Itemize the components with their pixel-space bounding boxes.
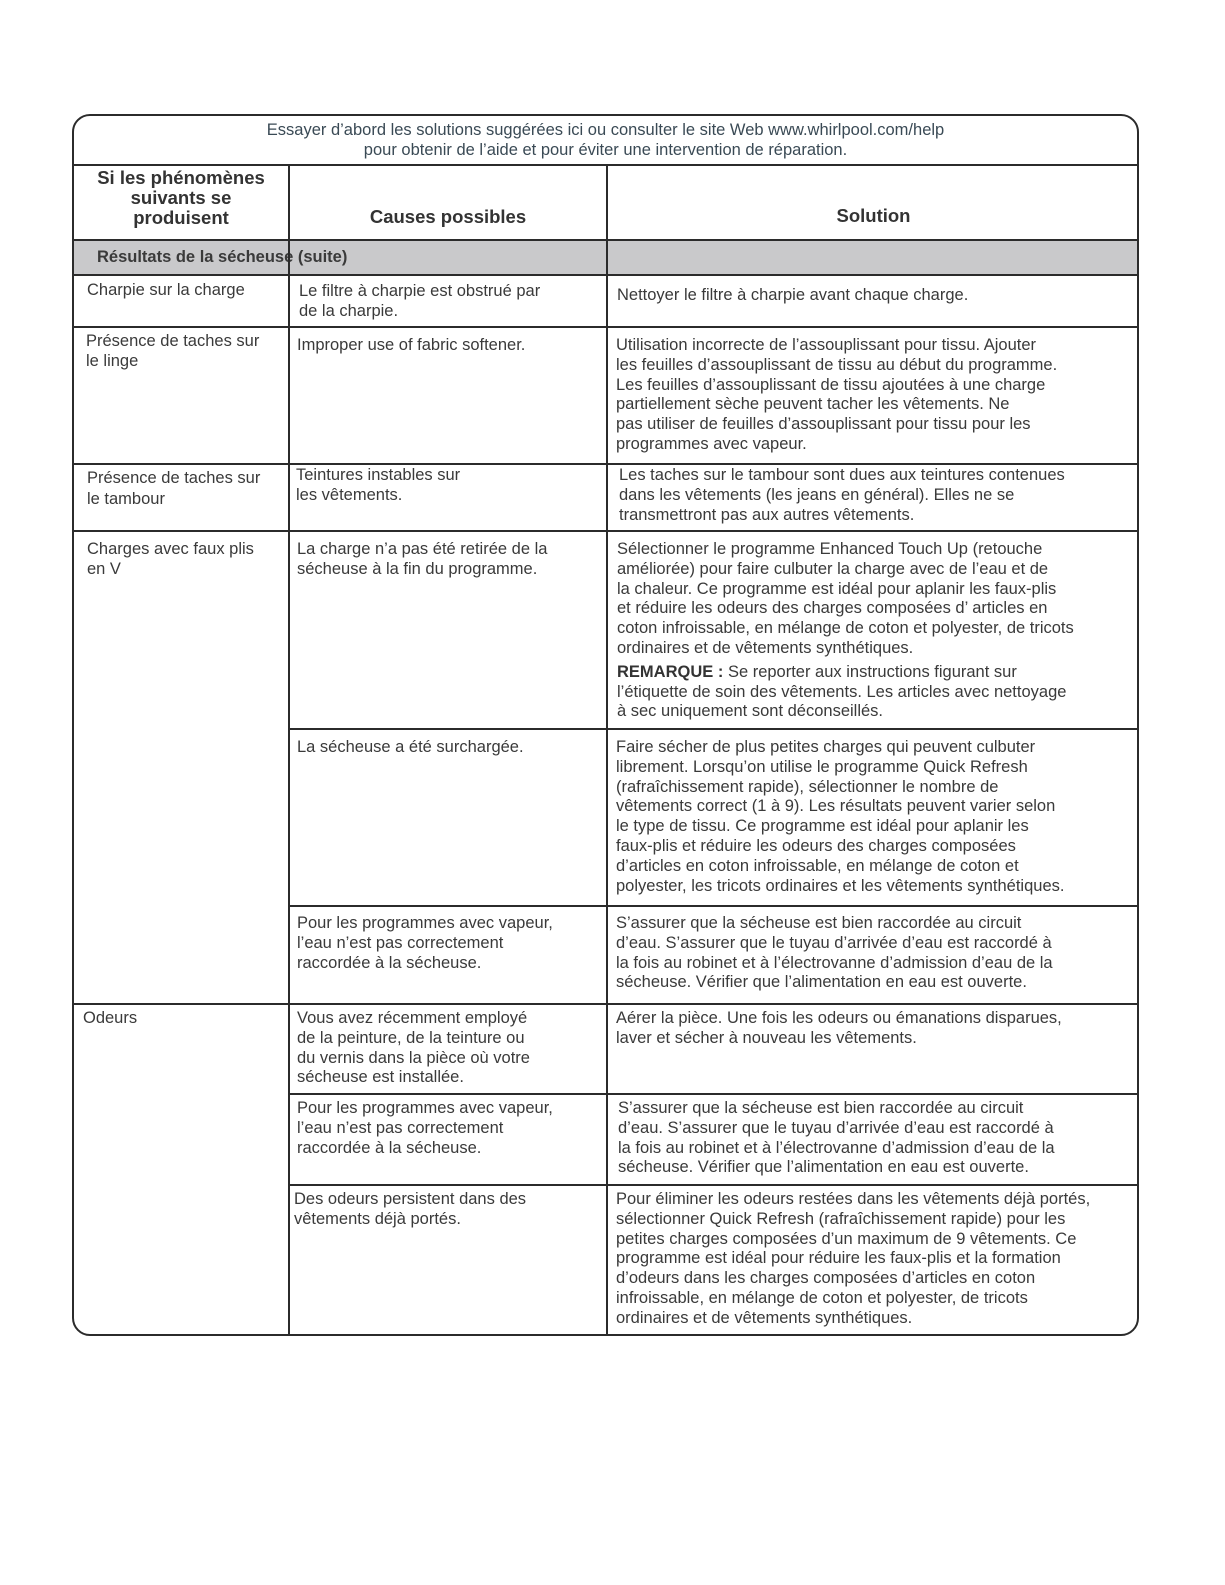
note-label: REMARQUE : [617,662,724,681]
cause-line: Teintures instables sur [296,466,461,484]
solution-line: petites charges composées d’un maximum de 9 vêtements. Ce [616,1229,1077,1248]
column-divider [288,164,290,1336]
solution-line: sécheuse. Vérifier que l’alimentation en eau est ouverte. [618,1158,1029,1177]
cause-line: l’eau n’est pas correctement [297,933,504,952]
solution-line: d’articles en coton infroissable, en mélange de coton et [616,856,1019,875]
cause-cell [296,466,596,506]
problem-cell [87,468,283,510]
cause-line: Pour les programmes avec vapeur, [297,1099,553,1117]
cause-line: de la peinture, de la teinture ou [297,1028,525,1047]
section-title: Résultats de la sécheuse (suite) [97,248,348,266]
solution-line: vêtements correct (1 à 9). Les résultats peuvent varier selon [616,797,1056,816]
column-divider [606,164,608,1336]
solution-line: d’eau. S’assurer que le tuyau d’arrivée d’eau est raccordé à [616,933,1052,952]
cause-line: raccordée à la sécheuse. [297,1138,482,1157]
solution-line: sécheuse. Vérifier que l’alimentation en eau est ouverte. [616,973,1027,992]
solution-line: laver et sécher à nouveau les vêtements. [616,1028,917,1047]
solution-line: faux-plis et réduire les odeurs des charges composées [616,836,1016,855]
divider [288,1184,1139,1186]
solution-line: Nettoyer le filtre à charpie avant chaque charge. [617,286,969,304]
solution-line: transmettront pas aux autres vêtements. [619,505,915,524]
solution-line: la chaleur. Ce programme est idéal pour aplanir les faux-plis [617,579,1057,598]
cause-line: l’eau n’est pas correctement [297,1118,504,1137]
solution-line: la fois au robinet et à l’électrovanne d’admission d’eau de la [616,953,1053,972]
problem-line: Présence de taches sur [87,469,261,487]
problem-line: Charpie sur la charge [87,281,245,299]
problem-line: Charges avec faux plis [87,540,254,558]
cause-cell [297,1009,597,1088]
cause-cell [299,282,599,322]
solution-line: programme est idéal pour réduire les faux-plis et la formation [616,1249,1061,1268]
intro-line-1: Essayer d’abord les solutions suggérées ici ou consulter le site Web www.whirlpool.com/help [266,121,945,139]
note-line [617,663,1139,683]
solution-line: programmes avec vapeur. [616,434,807,453]
solution-line: librement. Lorsqu’on utilise le programme Quick Refresh [616,757,1028,776]
solution-line: la fois au robinet et à l’électrovanne d’admission d’eau de la [618,1138,1055,1157]
divider [288,1093,1139,1095]
note-line: à sec uniquement sont déconseillés. [617,702,883,721]
solution-line: le type de tissu. Ce programme est idéal pour aplanir les [616,817,1029,836]
header-problem-line-3: produisent [133,207,229,228]
solution-cell [616,914,1138,993]
header-problem [74,168,288,228]
solution-line: Faire sécher de plus petites charges qui peuvent culbuter [616,738,1036,756]
cause-line: raccordée à la sécheuse. [297,953,482,972]
solution-line: d’odeurs dans les charges composées d’articles en coton [616,1269,1036,1288]
solution-line: polyester, les tricots ordinaires et les vêtements synthétiques. [616,876,1065,895]
solution-cell [616,1190,1139,1329]
problem-line: Présence de taches sur [86,332,260,350]
solution-cell [616,738,1138,896]
solution-cell [618,1099,1138,1178]
header-causes: Causes possibles [369,206,527,227]
solution-line: Les taches sur le tambour sont dues aux teintures contenues [619,466,1065,484]
intro-line-2: pour obtenir de l’aide et pour éviter une intervention de réparation. [363,141,848,159]
problem-line: le linge [86,351,139,370]
note-line: l’étiquette de soin des vêtements. Les articles avec nettoyage [617,682,1067,701]
cause-line: Vous avez récemment employé [297,1009,528,1027]
solution-line: infroissable, en mélange de coton et polyester, de tricots [616,1288,1028,1307]
solution-line: Pour éliminer les odeurs restées dans les vêtements déjà portés, [616,1190,1091,1208]
solution-line: et réduire les odeurs des charges composées d’ articles en [617,599,1048,618]
cause-line: sécheuse est installée. [297,1068,464,1087]
cause-line: Le filtre à charpie est obstrué par [299,282,541,300]
solution-line: Utilisation incorrecte de l’assouplissant pour tissu. Ajouter [616,336,1037,354]
solution-cell [619,466,1137,525]
solution-line: améliorée) pour faire culbuter la charge avec de l’eau et de [617,559,1049,578]
cause-line: Improper use of fabric softener. [297,336,526,354]
solution-line: (rafraîchissement rapide), sélectionner le nombre de [616,777,999,796]
header-problem-line-2: suivants se [130,187,232,208]
problem-cell [83,1009,279,1029]
problem-line: en V [87,559,121,578]
solution-line: dans les vêtements (les jeans en général). Elles ne se [619,485,1015,504]
cause-cell [297,738,597,758]
header-solution: Solution [836,205,911,226]
solution-line: les feuilles d’assouplissant de tissu au début du programme. [616,355,1058,374]
cause-line: Des odeurs persistent dans des [294,1190,527,1208]
solution-cell [616,1009,1138,1049]
problem-cell [87,281,283,301]
solution-line: coton infroissable, en mélange de coton et polyester, de tricots [617,619,1074,638]
solution-line: Aérer la pièce. Une fois les odeurs ou émanations disparues, [616,1009,1062,1027]
problem-line: Odeurs [83,1009,138,1027]
divider [288,905,1139,907]
cause-cell [297,336,597,356]
solution-line: pas utiliser de feuilles d’assouplissant pour tissu pour les [616,415,1031,434]
problem-line: le tambour [87,490,165,508]
solution-line: Sélectionner le programme Enhanced Touch Up (retouche [617,540,1043,558]
cause-line: vêtements déjà portés. [294,1209,461,1228]
solution-cell [617,286,1137,306]
solution-line: ordinaires et de vêtements synthétiques. [616,1308,913,1327]
cause-line: La charge n’a pas été retirée de la [297,540,548,558]
cause-line: de la charpie. [299,301,399,320]
cause-line: les vêtements. [296,485,403,504]
solution-line: sélectionner Quick Refresh (rafraîchissement rapide) pour les [616,1209,1066,1228]
cause-line: Pour les programmes avec vapeur, [297,914,553,932]
cause-cell [297,540,597,580]
problem-cell [87,540,283,580]
cause-line: sécheuse à la fin du programme. [297,559,538,578]
solution-line: Les feuilles d’assouplissant de tissu ajoutées à une charge [616,375,1046,394]
solution-line: S’assurer que la sécheuse est bien raccordée au circuit [616,914,1022,932]
problem-cell [86,332,282,372]
divider [288,728,1139,730]
note-text: Se reporter aux instructions figurant sur [727,662,1017,681]
cause-cell [297,914,597,973]
troubleshooting-table [72,114,1139,1336]
header-problem-line-1: Si les phénomènes [97,167,265,188]
solution-line: S’assurer que la sécheuse est bien raccordée au circuit [618,1099,1024,1117]
solution-cell [616,336,1138,455]
cause-line: du vernis dans la pièce où votre [297,1048,530,1067]
cause-cell [297,1099,597,1158]
solution-cell [617,540,1139,722]
solution-line: ordinaires et de vêtements synthétiques. [617,638,914,657]
solution-line: partiellement sèche peuvent tacher les vêtements. Ne [616,395,1010,414]
intro-text [74,120,1137,160]
solution-line: d’eau. S’assurer que le tuyau d’arrivée d’eau est raccordé à [618,1118,1054,1137]
cause-cell [294,1190,598,1230]
cause-line: La sécheuse a été surchargée. [297,738,524,756]
